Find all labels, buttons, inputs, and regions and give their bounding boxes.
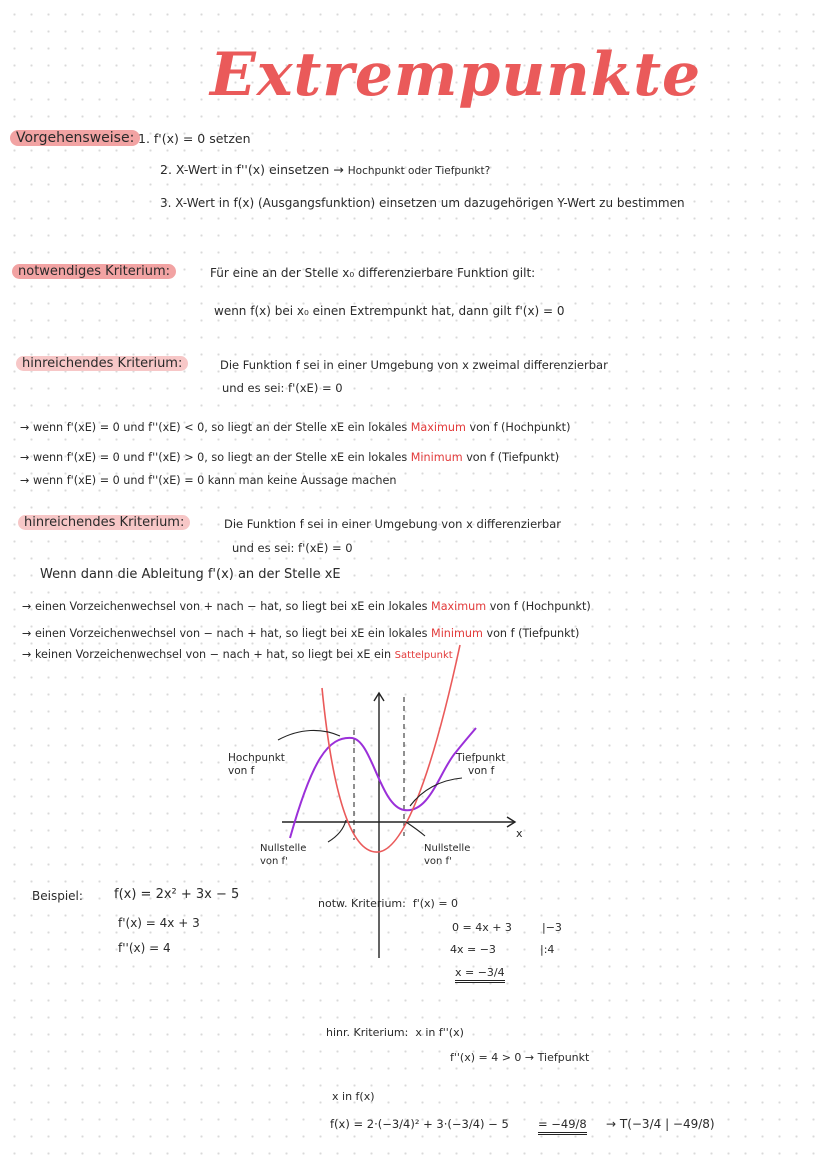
final-calculation: f(x) = 2·(−3/4)² + 3·(−3/4) − 5 bbox=[330, 1117, 509, 1131]
pointer-hochpunkt bbox=[278, 730, 340, 740]
label-nullstelle1: Nullstelle von f' bbox=[260, 843, 307, 867]
sign-change-plus-minus: → einen Vorzeichenwechsel von + nach − hat, so liegt bei xE ein lokales Maximum von f (Hochpunkt) bbox=[22, 600, 591, 613]
label-nullstelle2: Nullstelle von f' bbox=[424, 843, 471, 867]
beispiel-label: Beispiel: bbox=[32, 889, 83, 903]
hinreichend2-line1: Die Funktion f sei in einer Umgebung von x differenzierbar bbox=[224, 517, 561, 531]
rule-minimum: → wenn f'(xE) = 0 und f''(xE) > 0, so liegt an der Stelle xE ein lokales Minimum von f (Tiefpunkt) bbox=[20, 451, 560, 464]
beispiel-first-derivative: f'(x) = 4x + 3 bbox=[118, 916, 200, 930]
vorgehen-step1: 1. f'(x) = 0 setzen bbox=[138, 131, 251, 146]
sign-change-none: → keinen Vorzeichenwechsel von − nach + hat, so liegt bei xE ein Sattelpunkt bbox=[22, 648, 453, 661]
beispiel-second-derivative: f''(x) = 4 bbox=[118, 941, 171, 955]
hinreichend2-line2: und es sei: f'(xE) = 0 bbox=[232, 541, 353, 555]
arrow-right-icon: → bbox=[20, 421, 33, 434]
tiefpunkt-result: → T(−3/4 | −49/8) bbox=[606, 1117, 715, 1131]
hinreichend1-line1: Die Funktion f sei in einer Umgebung von x zweimal differenzierbar bbox=[220, 358, 608, 372]
derivative-curve bbox=[322, 645, 460, 852]
notw-kriterium: notw. Kriterium: f'(x) = 0 bbox=[318, 897, 459, 910]
step-equation-2: 4x = −3 bbox=[450, 943, 496, 956]
final-value: = −49/8 bbox=[538, 1117, 587, 1131]
beispiel-function: f(x) = 2x² + 3x − 5 bbox=[114, 887, 240, 902]
arrow-right-icon: → bbox=[333, 162, 344, 177]
vorgehen-step2: 2. X-Wert in f''(x) einsetzen → Hochpunkt oder Tiefpunkt? bbox=[160, 162, 491, 177]
hinreichend1-label: hinreichendes Kriterium: bbox=[16, 356, 188, 371]
vorgehen-label: Vorgehensweise: bbox=[10, 130, 140, 146]
pointer-nullstelle2 bbox=[406, 822, 425, 836]
hinreichend2-line3: Wenn dann die Ableitung f'(x) an der Stelle xE bbox=[40, 567, 341, 582]
vorgehen-step3: 3. X-Wert in f(x) (Ausgangsfunktion) einsetzen um dazugehörigen Y-Wert zu bestimmen bbox=[160, 196, 685, 210]
page-title: Extrempunkte bbox=[210, 40, 702, 110]
notwendig-label: notwendiges Kriterium: bbox=[12, 264, 176, 279]
hinr-kriterium: hinr. Kriterium: x in f''(x) bbox=[326, 1026, 464, 1039]
hinr-result: f''(x) = 4 > 0 → Tiefpunkt bbox=[450, 1051, 590, 1064]
arrow-right-icon: → bbox=[20, 474, 33, 487]
pointer-tiefpunkt bbox=[410, 778, 462, 806]
sign-change-minus-plus: → einen Vorzeichenwechsel von − nach + hat, so liegt bei xE ein lokales Minimum von f (Tiefpunkt) bbox=[22, 627, 580, 640]
notwendig-line2: wenn f(x) bei x₀ einen Extrempunkt hat, dann gilt f'(x) = 0 bbox=[214, 304, 565, 318]
hinreichend1-line2: und es sei: f'(xE) = 0 bbox=[222, 381, 343, 395]
step-operation-2: |:4 bbox=[540, 943, 555, 956]
hinreichend2-label: hinreichendes Kriterium: bbox=[18, 515, 190, 530]
rule-maximum: → wenn f'(xE) = 0 und f''(xE) < 0, so liegt an der Stelle xE ein lokales Maximum von f (Hochpunkt) bbox=[20, 421, 571, 434]
arrow-right-icon: → bbox=[22, 600, 35, 613]
x-in-f: x in f(x) bbox=[332, 1090, 375, 1103]
label-hochpunkt: Hochpunkt von f bbox=[228, 752, 285, 777]
notwendig-line1: Für eine an der Stelle x₀ differenzierbare Funktion gilt: bbox=[210, 266, 536, 280]
label-x-axis: x bbox=[516, 827, 523, 840]
step-result: x = −3/4 bbox=[455, 966, 505, 979]
arrow-right-icon: → bbox=[22, 627, 35, 640]
step-operation-1: |−3 bbox=[542, 921, 562, 934]
rule-none: → wenn f'(xE) = 0 und f''(xE) = 0 kann man keine Aussage machen bbox=[20, 474, 397, 487]
step-equation-1: 0 = 4x + 3 bbox=[452, 921, 512, 934]
arrow-right-icon: → bbox=[22, 648, 35, 661]
pointer-nullstelle1 bbox=[328, 820, 346, 842]
arrow-right-icon: → bbox=[20, 451, 33, 464]
label-tiefpunkt: Tiefpunkt von f bbox=[456, 752, 506, 777]
